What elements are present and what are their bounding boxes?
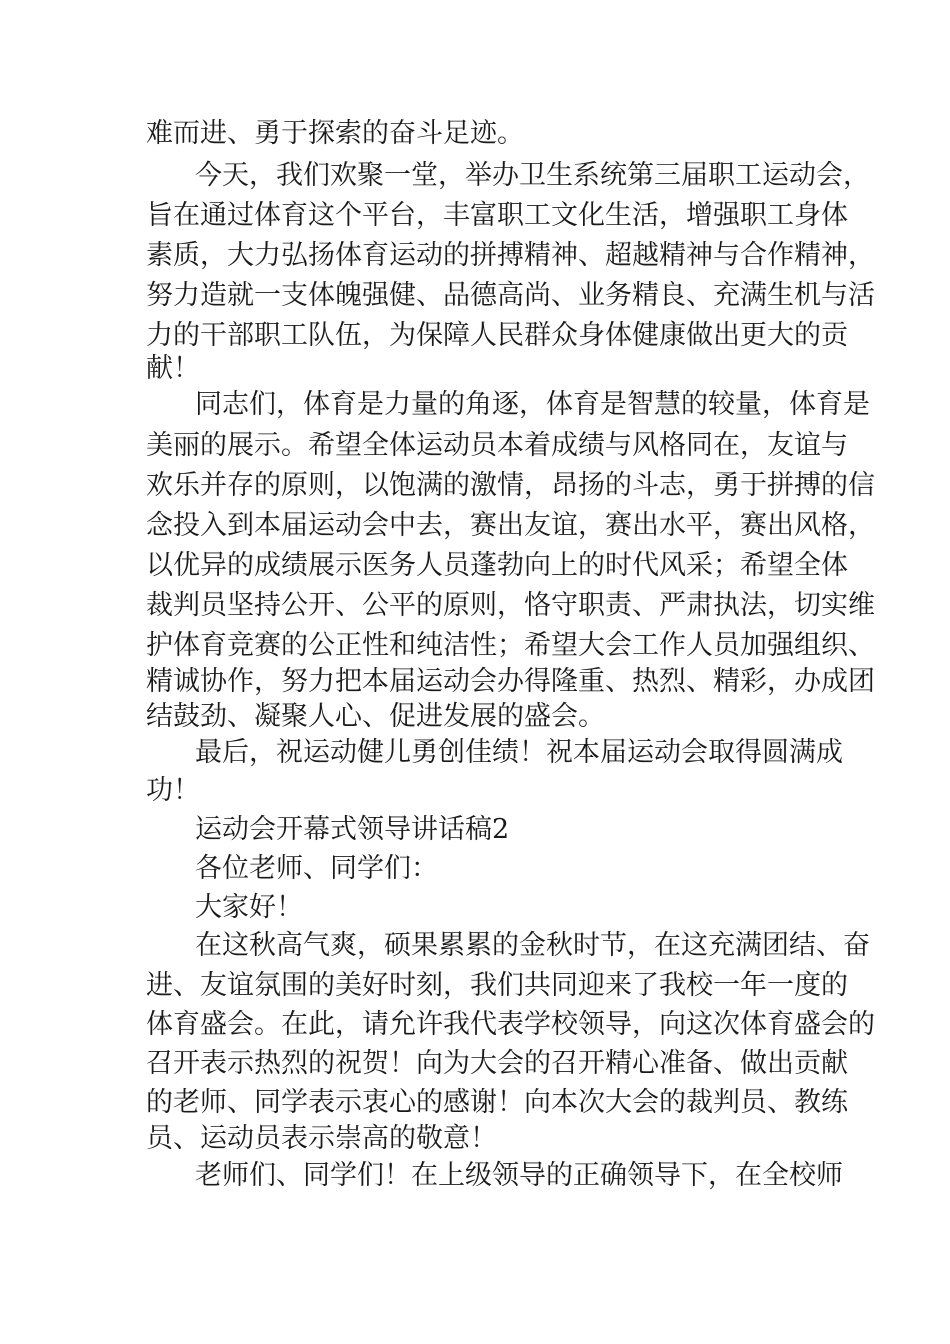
text-line: 以优异的成绩展示医务人员蓬勃向上的时代风采；希望全体 — [146, 550, 848, 581]
text-line: 美丽的展示。希望全体运动员本着成绩与风格同在，友谊与 — [146, 430, 848, 461]
text-line: 结鼓劲、凝聚人心、促进发展的盛会。 — [146, 701, 605, 732]
text-line: 欢乐并存的原则，以饱满的激情，昂扬的斗志，勇于拼搏的信 — [146, 470, 875, 501]
text-line: 精诚协作，努力把本届运动会办得隆重、热烈、精彩，办成团 — [146, 666, 875, 697]
text-line: 力的干部职工队伍，为保障人民群众身体健康做出更大的贡 — [146, 320, 848, 351]
text-line: 素质，大力弘扬体育运动的拼搏精神、超越精神与合作精神， — [146, 240, 875, 271]
paragraph-first-line: 今天，我们欢聚一堂，举办卫生系统第三届职工运动会， — [195, 160, 870, 191]
greeting: 大家好！ — [195, 892, 303, 923]
paragraph-first-line: 最后，祝运动健儿勇创佳绩！祝本届运动会取得圆满成 — [195, 737, 843, 768]
text-line: 的老师、同学表示衷心的感谢！向本次大会的裁判员、教练 — [146, 1087, 848, 1118]
salutation: 各位老师、同学们： — [195, 853, 438, 884]
text-line: 召开表示热烈的祝贺！向为大会的召开精心准备、做出贡献 — [146, 1048, 848, 1079]
text-line: 献！ — [146, 353, 200, 384]
text-line: 员、运动员表示崇高的敬意！ — [146, 1123, 497, 1154]
text-line: 护体育竞赛的公正性和纯洁性；希望大会工作人员加强组织、 — [146, 630, 875, 661]
text-line: 旨在通过体育这个平台，丰富职工文化生活，增强职工身体 — [146, 200, 848, 231]
paragraph-first-line: 同志们，体育是力量的角逐，体育是智慧的较量，体育是 — [195, 389, 870, 420]
paragraph-first-line: 老师们、同学们！在上级领导的正确领导下，在全校师 — [195, 1160, 843, 1191]
section-heading: 运动会开幕式领导讲话稿2 — [195, 814, 510, 845]
paragraph-first-line: 在这秋高气爽，硕果累累的金秋时节，在这充满团结、奋 — [195, 930, 870, 961]
text-line: 念投入到本届运动会中去，赛出友谊，赛出水平，赛出风格， — [146, 510, 875, 541]
text-line: 功！ — [146, 775, 200, 806]
text-line: 进、友谊氛围的美好时刻，我们共同迎来了我校一年一度的 — [146, 970, 848, 1001]
text-line: 努力造就一支体魄强健、品德高尚、业务精良、充满生机与活 — [146, 280, 875, 311]
text-line: 裁判员坚持公开、公平的原则，恪守职责、严肃执法，切实维 — [146, 590, 875, 621]
text-line: 体育盛会。在此，请允许我代表学校领导，向这次体育盛会的 — [146, 1009, 875, 1040]
text-line: 难而进、勇于探索的奋斗足迹。 — [146, 118, 524, 149]
